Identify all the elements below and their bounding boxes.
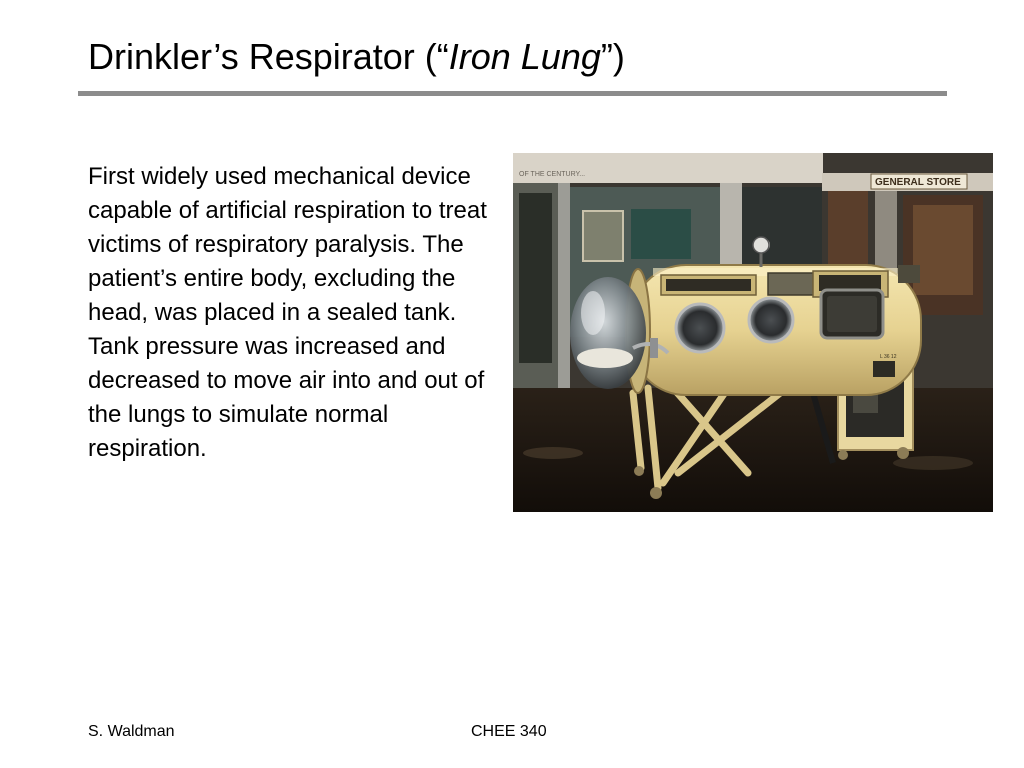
footer-author: S. Waldman: [88, 723, 175, 740]
iron-lung-photo: [513, 153, 993, 512]
tank-label: L 36 12: [880, 354, 897, 360]
general-store-sign: GENERAL STORE: [875, 177, 961, 188]
body-paragraph: First widely used mechanical device capable of artificial respiration to treat victims of respiratory paralysis. The patient’s entire body, excluding the head, was placed in a sealed tank. Tank pressure was increased and decreased to move air into and out of the lungs to simulate normal respiration.: [88, 163, 487, 462]
footer-course: CHEE 340: [471, 723, 547, 740]
title-prefix: Drinkler’s Respirator (“: [88, 36, 449, 77]
title-divider: [78, 91, 947, 96]
century-sign: OF THE CENTURY...: [519, 171, 586, 178]
slide-title: [88, 34, 625, 80]
title-suffix: ”): [600, 36, 625, 77]
title-italic: Iron Lung: [448, 36, 601, 77]
